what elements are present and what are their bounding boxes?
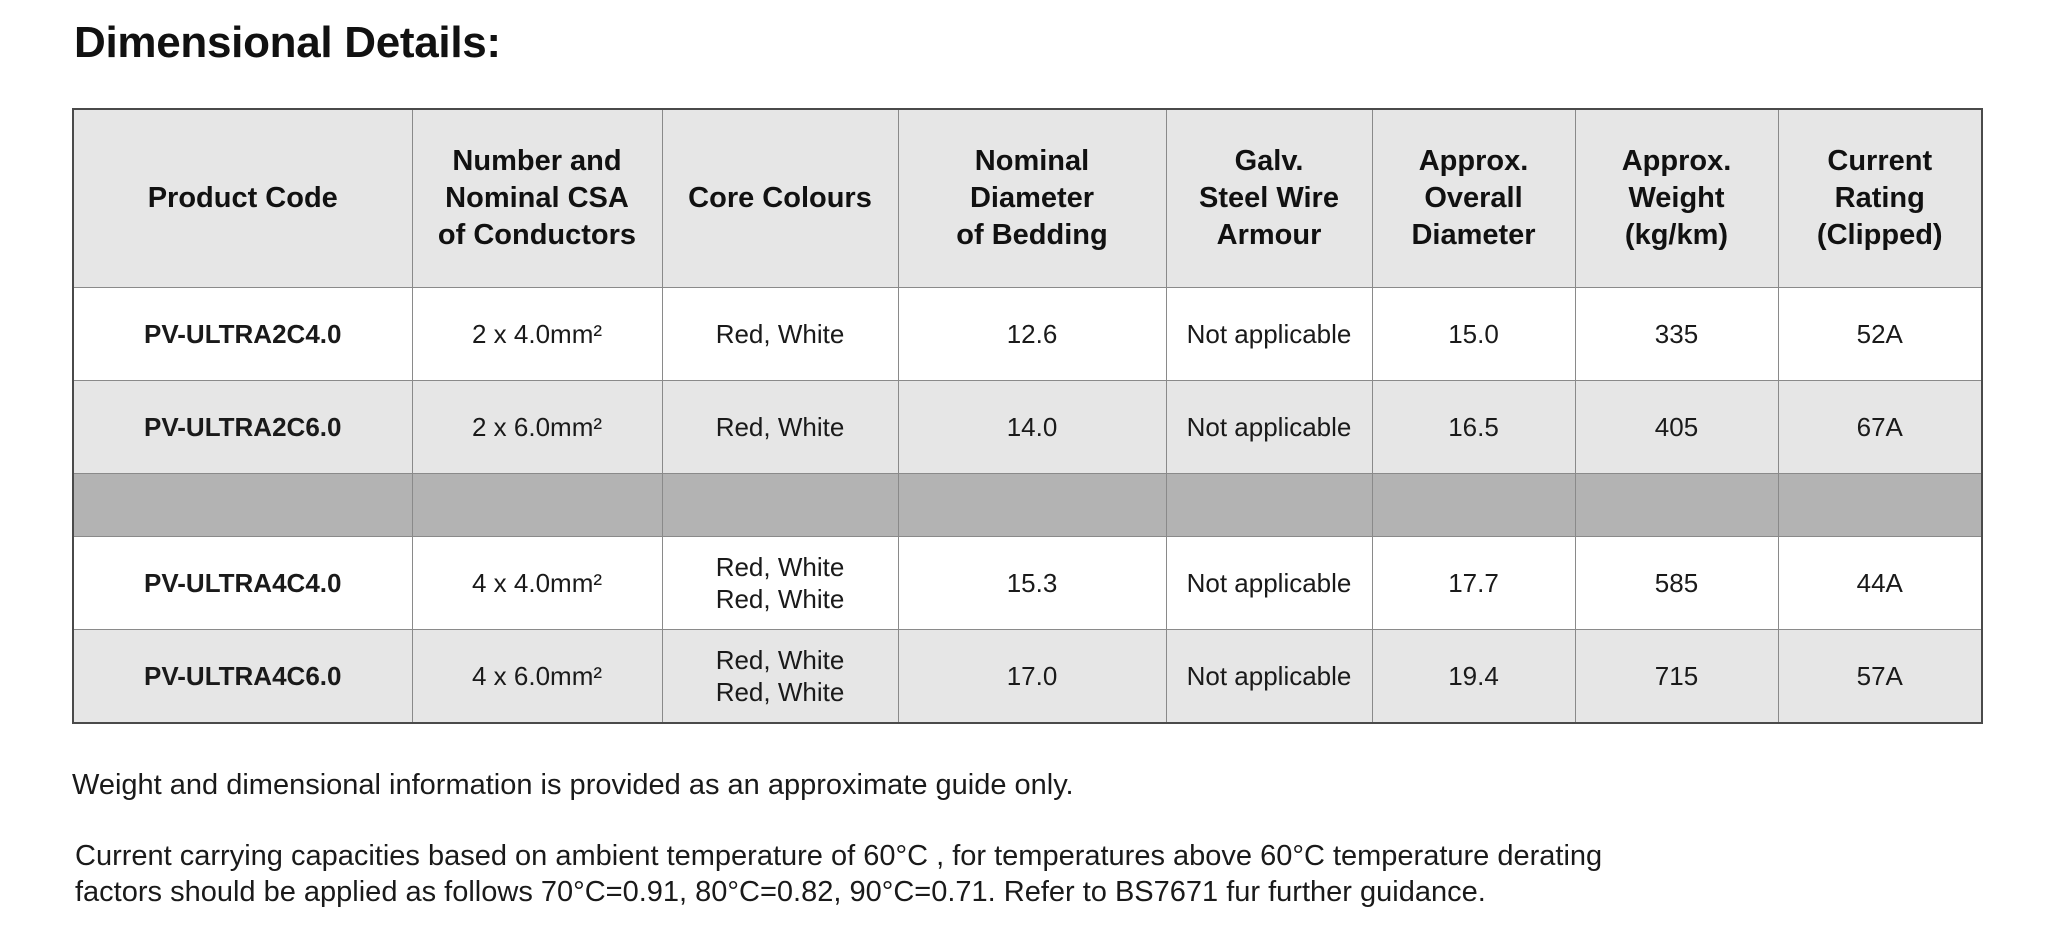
header-core-colours: Core Colours bbox=[662, 109, 898, 288]
product-code-cell: PV-ULTRA4C4.0 bbox=[73, 537, 412, 630]
weight-disclaimer: Weight and dimensional information is provided as an approximate guide only. bbox=[72, 769, 1074, 801]
csa-cell: 2 x 4.0mm² bbox=[412, 288, 662, 381]
product-code-cell: PV-ULTRA4C6.0 bbox=[73, 630, 412, 724]
core-colours-cell: Red, White bbox=[662, 381, 898, 474]
table-row bbox=[73, 537, 1982, 630]
product-code-cell: PV-ULTRA2C6.0 bbox=[73, 381, 412, 474]
separator-cell bbox=[73, 474, 412, 537]
armour-cell: Not applicable bbox=[1166, 537, 1372, 630]
separator-cell bbox=[1575, 474, 1778, 537]
header-weight: Approx. Weight (kg/km) bbox=[1575, 109, 1778, 288]
armour-cell: Not applicable bbox=[1166, 288, 1372, 381]
separator-cell bbox=[1166, 474, 1372, 537]
csa-cell: 4 x 6.0mm² bbox=[412, 630, 662, 724]
weight-cell: 335 bbox=[1575, 288, 1778, 381]
separator-cell bbox=[412, 474, 662, 537]
bedding-cell: 15.3 bbox=[898, 537, 1166, 630]
table-row bbox=[73, 630, 1982, 724]
rating-cell: 44A bbox=[1778, 537, 1982, 630]
header-current-rating: Current Rating (Clipped) bbox=[1778, 109, 1982, 288]
current-capacity-note: Current carrying capacities based on ambient temperature of 60°C , for temperatures above 60°C temperature derating factors should be applied as follows 70°C=0.91, 80°C=0.82, 90°C=0.71. Refer to BS7671 fur further guidance. bbox=[75, 840, 1603, 908]
core-colours-cell: Red, White Red, White bbox=[662, 537, 898, 630]
bedding-cell: 14.0 bbox=[898, 381, 1166, 474]
csa-cell: 4 x 4.0mm² bbox=[412, 537, 662, 630]
separator-cell bbox=[1372, 474, 1575, 537]
overall-diameter-cell: 16.5 bbox=[1372, 381, 1575, 474]
overall-diameter-cell: 17.7 bbox=[1372, 537, 1575, 630]
separator-cell bbox=[662, 474, 898, 537]
header-armour: Galv. Steel Wire Armour bbox=[1166, 109, 1372, 288]
weight-cell: 405 bbox=[1575, 381, 1778, 474]
table-row bbox=[73, 288, 1982, 381]
header-overall-diameter: Approx. Overall Diameter bbox=[1372, 109, 1575, 288]
overall-diameter-cell: 15.0 bbox=[1372, 288, 1575, 381]
rating-cell: 57A bbox=[1778, 630, 1982, 724]
rating-cell: 67A bbox=[1778, 381, 1982, 474]
page-title: Dimensional Details: bbox=[74, 18, 501, 67]
core-colours-cell: Red, White bbox=[662, 288, 898, 381]
product-code-cell: PV-ULTRA2C4.0 bbox=[73, 288, 412, 381]
header-csa: Number and Nominal CSA of Conductors bbox=[412, 109, 662, 288]
separator-cell bbox=[898, 474, 1166, 537]
bedding-cell: 17.0 bbox=[898, 630, 1166, 724]
armour-cell: Not applicable bbox=[1166, 381, 1372, 474]
weight-cell: 585 bbox=[1575, 537, 1778, 630]
armour-cell: Not applicable bbox=[1166, 630, 1372, 724]
table-row bbox=[73, 381, 1982, 474]
separator-row bbox=[73, 474, 1982, 537]
dimensions-table bbox=[72, 108, 1983, 724]
header-product-code: Product Code bbox=[73, 109, 412, 288]
bedding-cell: 12.6 bbox=[898, 288, 1166, 381]
rating-cell: 52A bbox=[1778, 288, 1982, 381]
overall-diameter-cell: 19.4 bbox=[1372, 630, 1575, 724]
core-colours-cell: Red, White Red, White bbox=[662, 630, 898, 724]
header-bedding-diameter: Nominal Diameter of Bedding bbox=[898, 109, 1166, 288]
weight-cell: 715 bbox=[1575, 630, 1778, 724]
separator-cell bbox=[1778, 474, 1982, 537]
header-row bbox=[73, 109, 1982, 288]
csa-cell: 2 x 6.0mm² bbox=[412, 381, 662, 474]
